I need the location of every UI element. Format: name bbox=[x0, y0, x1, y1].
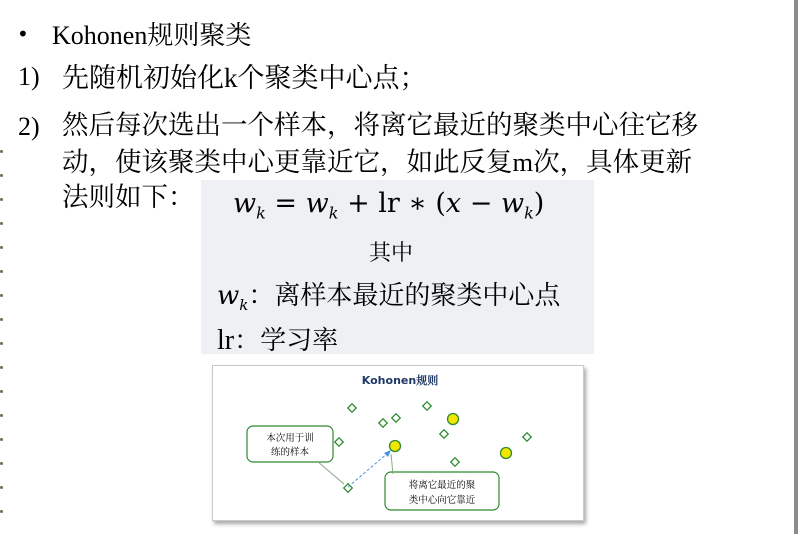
formula-lr: lr bbox=[378, 188, 400, 219]
formula-times: ∗ bbox=[408, 188, 427, 219]
formula-open-paren: ( bbox=[435, 188, 446, 219]
kohonen-diagram-svg bbox=[213, 366, 583, 520]
step2-line2-var: m bbox=[512, 147, 534, 177]
definition-wk bbox=[217, 275, 560, 314]
def1-sub: k bbox=[239, 296, 249, 315]
step2-line2 bbox=[62, 144, 692, 181]
data-point bbox=[335, 438, 343, 446]
cluster-centers bbox=[390, 414, 512, 459]
cluster-center bbox=[501, 448, 512, 459]
nearest-cluster-center bbox=[390, 441, 401, 452]
move-arrow bbox=[348, 452, 389, 487]
slide-heading bbox=[52, 18, 251, 54]
data-point bbox=[440, 430, 448, 438]
slide-edge-rule bbox=[794, 0, 798, 534]
formula-term2-sub: k bbox=[524, 203, 534, 223]
step1-text bbox=[62, 60, 427, 97]
center-callout bbox=[385, 454, 499, 510]
formula-equals: = bbox=[274, 188, 298, 219]
step2-line2-b: 次，具体更新 bbox=[533, 147, 693, 178]
step1-text-a: 先随机初始化 bbox=[62, 63, 224, 94]
step1-number: 1) bbox=[18, 62, 40, 91]
left-dotted-border bbox=[0, 150, 6, 530]
definition-lr bbox=[217, 320, 338, 357]
formula-lhs-sub: k bbox=[256, 203, 266, 223]
formula-x: x bbox=[445, 188, 462, 219]
step2-number: 2) bbox=[18, 112, 40, 141]
formula-plus: + bbox=[347, 188, 370, 219]
update-formula bbox=[233, 188, 544, 222]
step2-line1: 然后每次选出一个样本，将离它最近的聚类中心往它移 bbox=[62, 110, 698, 141]
kohonen-diagram bbox=[212, 365, 584, 521]
formula-close-paren: ) bbox=[533, 188, 545, 219]
formula-term1-sub: k bbox=[328, 203, 339, 223]
step2-line3: 法则如下： bbox=[62, 182, 195, 213]
step2-line2-a: 动，使该聚类中心更靠近它，如此反复 bbox=[62, 147, 513, 178]
data-point bbox=[451, 458, 459, 466]
heading-latin: Kohonen bbox=[52, 21, 148, 50]
training-sample-point bbox=[344, 484, 352, 492]
sample-callout-line1: 本次用于训 bbox=[266, 433, 314, 444]
data-point bbox=[392, 414, 400, 422]
def1-var: w bbox=[217, 281, 240, 311]
diagram-title: Kohonen规则 bbox=[361, 374, 439, 387]
sample-callout-line2: 练的样本 bbox=[270, 447, 310, 458]
center-callout-line1: 将离它最近的聚 bbox=[408, 480, 476, 491]
heading-bullet: • bbox=[17, 22, 29, 46]
formula-lhs: w bbox=[233, 188, 257, 219]
step1-var: k bbox=[224, 63, 238, 93]
center-callout-line2: 类中心向它靠近 bbox=[408, 495, 476, 506]
data-point bbox=[523, 433, 531, 441]
formula-term1: w bbox=[305, 188, 329, 219]
data-point bbox=[348, 404, 356, 412]
formula-box bbox=[201, 180, 594, 354]
where-label: 其中 bbox=[369, 241, 414, 266]
data-point bbox=[423, 402, 431, 410]
move-arrow-head bbox=[384, 450, 391, 457]
step1-text-b: 个聚类中心点； bbox=[237, 63, 427, 94]
def1-text: ：离样本最近的聚类中心点 bbox=[248, 281, 561, 311]
data-point bbox=[379, 419, 387, 427]
formula-minus: − bbox=[469, 188, 493, 219]
def2-text: ：学习率 bbox=[234, 326, 339, 356]
sample-callout bbox=[247, 426, 344, 484]
def2-var: lr bbox=[217, 325, 235, 356]
heading-cjk: 规则聚类 bbox=[147, 21, 252, 51]
cluster-center bbox=[448, 414, 459, 425]
formula-term2: w bbox=[500, 188, 525, 219]
